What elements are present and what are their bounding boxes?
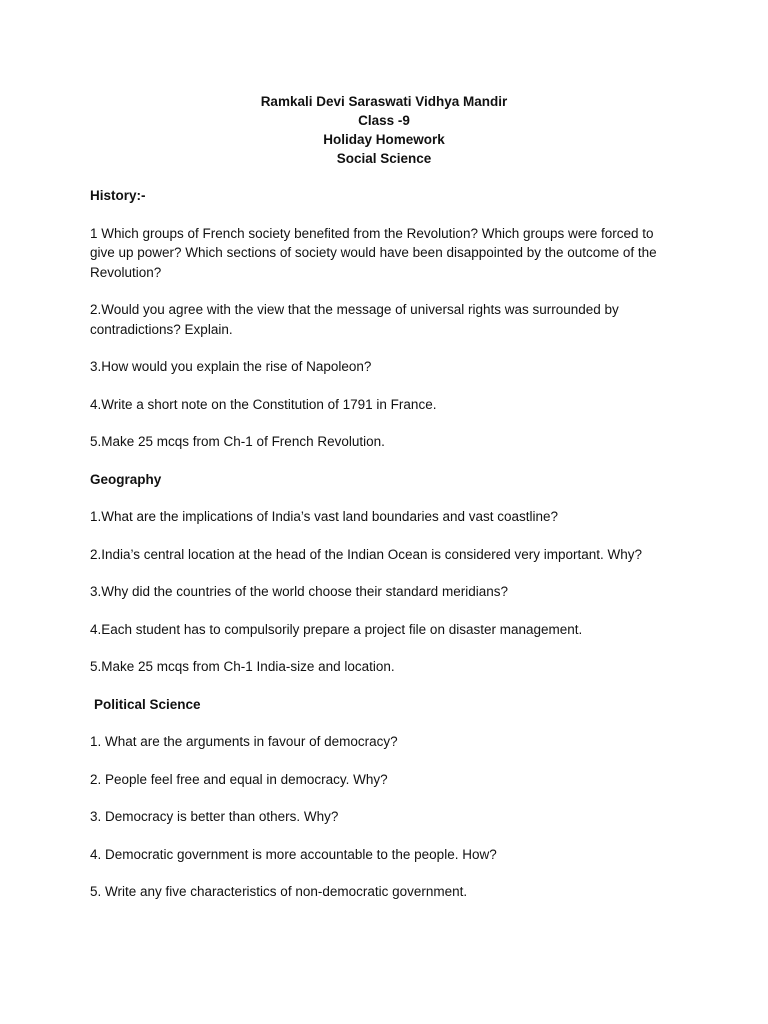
political-science-heading: Political Science <box>94 696 201 712</box>
political-science-question: 1. What are the arguments in favour of democracy? <box>90 734 398 749</box>
document-header <box>0 92 768 168</box>
history-question: 2.Would you agree with the view that the message of universal rights was surrounded by contradictions? Explain. <box>90 302 619 337</box>
geography-question: 3.Why did the countries of the world choose their standard meridians? <box>90 584 508 599</box>
history-question: 4.Write a short note on the Constitution of 1791 in France. <box>90 396 437 412</box>
political-science-question: 4. Democratic government is more accountable to the people. How? <box>90 846 497 862</box>
history-section <box>90 186 682 452</box>
political-science-question: 3. Democracy is better than others. Why? <box>90 809 339 824</box>
geography-question: 2.India’s central location at the head of the Indian Ocean is considered very important. Why? <box>90 546 643 562</box>
geography-section <box>90 470 682 677</box>
political-science-section <box>90 695 682 902</box>
document-body <box>90 186 682 920</box>
subject-label: Social Science <box>336 151 432 166</box>
geography-question: 5.Make 25 mcqs from Ch-1 India-size and location. <box>90 659 395 674</box>
document-title: Holiday Homework <box>323 132 445 147</box>
school-name: Ramkali Devi Saraswati Vidhya Mandir <box>260 94 508 109</box>
class-label: Class -9 <box>358 113 410 128</box>
political-science-question: 2. People feel free and equal in democracy. Why? <box>90 771 388 787</box>
history-heading: History:- <box>90 188 146 203</box>
history-question: 1 Which groups of French society benefited from the Revolution? Which groups were forced to give up power? Which sections of society would have been disappointed by the outcome of the Revolution? <box>90 225 657 280</box>
geography-question: 4.Each student has to compulsorily prepare a project file on disaster management. <box>90 621 583 637</box>
geography-question: 1.What are the implications of India’s vast land boundaries and vast coastline? <box>90 509 559 524</box>
history-question: 3.How would you explain the rise of Napoleon? <box>90 359 372 374</box>
history-question: 5.Make 25 mcqs from Ch-1 of French Revolution. <box>90 434 385 449</box>
geography-heading: Geography <box>90 471 162 487</box>
political-science-question: 5. Write any five characteristics of non-democratic government. <box>90 884 468 899</box>
